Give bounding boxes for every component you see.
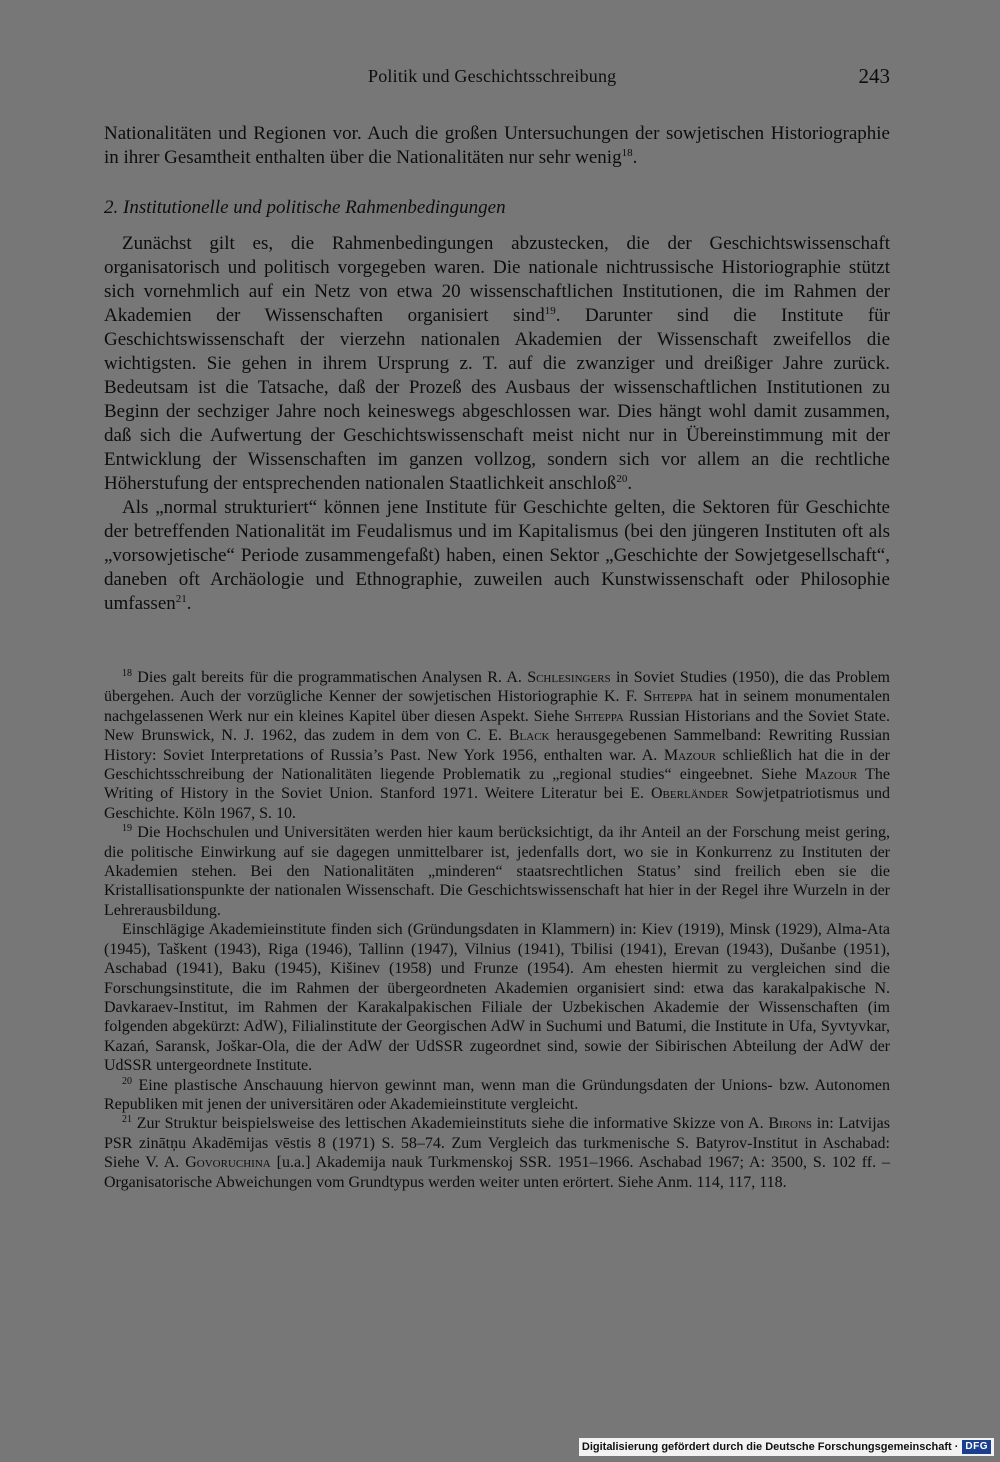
footnote-18 [104, 668, 890, 823]
footnote-21 [104, 1114, 890, 1192]
author-name: Mazour [663, 746, 716, 764]
author-name: Black [508, 727, 550, 745]
text-run: Zur Struktur beispielsweise des lettischen Akademieinstituts siehe die informative Skizze von A. [132, 1115, 769, 1133]
paragraph [104, 496, 890, 616]
text-run: in: Latvijas PSR zinātņu Akadēmijas vēstis 8 (1971) S. 58–74. Zum Vergleich das turkmenische S. Batyrov-Institut in Aschabad: Siehe V. A. [104, 1115, 890, 1172]
author-name: Shteppa [574, 707, 624, 725]
author-name: Shteppa [643, 688, 693, 706]
running-title: Politik und Geschichtsschreibung [368, 66, 617, 86]
text-run: Sowjetpatriotismus und Geschichte. Köln 1967, S. 10. [104, 785, 890, 822]
digitization-credit [579, 1438, 994, 1456]
footnote-ref-20: 20 [616, 473, 628, 485]
dfg-logo-icon: DFG [962, 1440, 991, 1454]
text-run: [u.a.] Akademija nauk Turkmenskoj SSR. 1951–1966. Aschabad 1967; A: 3500, S. 102 ff. – Organisatorische Abweichungen vom Grundtypus werden weiter unten erörtert. Siehe Anm. 114, 117, 118. [104, 1154, 890, 1191]
author-name: Govoruchina [185, 1154, 271, 1172]
text-run: . [632, 147, 638, 168]
paragraph [104, 232, 890, 496]
footnote-19-continued: Einschlägige Akademieinstitute finden sich (Gründungsdaten in Klammern) in: Kiev (1919), Minsk (1929), Alma-Ata (1945), Taškent (1943), Riga (1946), Tallinn (1947), Vilnius (1941), Tbilisi (1941), Erevan (1943), Dušanbe (1951), Aschabad (1941), Baku (1945), Kišinev (1958) und Frunze (1954). Am ehesten hiermit zu vergleichen sind die Forschungsinstitute, die im Rahmen der übergeordneten Akademien organisiert sind: etwa das karakalpakische N. Davkaraev-Institut, im Rahmen der Karakalpakischen Filiale der Uzbekischen Akademie der Wissenschaften (im folgenden abgekürzt: AdW), Filialinstitute der Georgischen AdW in Suchumi und Batumi, die Institute in Ufa, Syvtyvkar, Kazań, Saransk, Joškar-Ola, die der AdW der UdSSR zugeordnet sind, sowie der Sibirischen Abteilung der AdW der UdSSR untergeordnete Institute. [104, 921, 890, 1075]
author-name: Oberländer [651, 785, 729, 803]
running-head [104, 64, 890, 94]
text-run: . [627, 473, 633, 494]
footnote-ref-18: 18 [621, 147, 633, 159]
text-run: hat in seinem monumentalen nachgelassenen Werk nur ein kleines Kapitel über diesen Aspekt. Siehe [104, 688, 890, 725]
text-run: . Darunter sind die Institute für Geschichtswissenschaft der vierzehn nationalen Akademien der Wissenschaft zweifellos die wichtigsten. Sie gehen in ihrem Ursprung z. T. auf die zwanziger und dreißiger Jahre zurück. Bedeutsam ist die Tatsache, daß der Prozeß des Ausbaus der wissenschaftlichen Institutionen zu Beginn der sechziger Jahre noch keineswegs abgeschlossen war. Dies hängt wohl damit zusammen, daß sich die Aufwertung der Geschichtswissenschaft meist nicht nur in Übereinstimmung mit der Entwicklung der Wissenschaften im ganzen vollzog, sondern sich vor allem an die rechtliche Höherstufung der entsprechenden nationalen Staatlichkeit anschloß [104, 305, 890, 494]
author-name: Mazour [805, 766, 858, 784]
footnote-number: 21 [122, 1114, 132, 1126]
text-run: The Writing of History in the Soviet Union. Stanford 1971. Weitere Literatur bei E. [104, 766, 891, 803]
text-run: herausgegebenen Sammelband: Rewriting Russian History: Soviet Interpretations of Russia’s Past. New York 1956, enthalten war. A. [104, 727, 891, 764]
text-run: Dies galt bereits für die programmatischen Analysen R. A. [132, 669, 528, 686]
footnotes [104, 668, 890, 1192]
text-run: Nationalitäten und Regionen vor. Auch die großen Untersuchungen der sowjetischen Historiographie in ihrer Gesamtheit enthalten über die Nationalitäten nur sehr wenig [104, 123, 890, 168]
text-run: schließlich hat die in der Geschichtsschreibung der Nationalitäten liegende Problematik zu „regional studies“ eingeebnet. Siehe [104, 746, 890, 784]
text-run: Eine plastische Anschauung hiervon gewinnt man, wenn man die Gründungsdaten der Unions- bzw. Autonomen Republiken mit jenen der universitären oder Akademieinstitute vergleicht. [104, 1076, 890, 1113]
footnote-number: 20 [122, 1075, 132, 1087]
paragraph [104, 122, 890, 170]
page-number: 243 [858, 64, 890, 88]
text-run: . [186, 593, 192, 614]
text-run: Zunächst gilt es, die Rahmenbedingungen abzustecken, die der Geschichtswissenschaft organisatorisch und politisch vorgegeben waren. Die nationale nichtrussische Historiographie stützt sich vornehmlich auf ein Netz von etwa 20 wissenschaftlichen Institutionen, die im Rahmen der Akademien der Wissenschaften organisiert sind [104, 233, 890, 326]
author-name: Schlesingers [527, 669, 611, 686]
footnote-ref-21: 21 [175, 593, 187, 605]
text-run: Russian Historians and the Soviet State. New Brunswick, N. J. 1962, das zudem in dem von C. E. [104, 707, 890, 745]
footnote-number: 18 [122, 668, 132, 679]
footnote-number: 19 [122, 823, 132, 835]
text-run: Die Hochschulen und Universitäten werden hier kaum berücksichtigt, da ihr Anteil an der Forschung meist gering, die politische Einwirkung auf sie dagegen unmittelbarer ist, jedenfalls dort, wo sie in Konkurrenz zu Instituten der Akademien stehen. Bei den Nationalitäten „minderen“ staatsrechtlichen Status’ sind freilich eben sie die Kristallisationspunkte der nationalen Wissenschaft. Die Geschichtswissenschaft hat hier in der Regel ihre Wurzeln in der Lehrerausbildung. [104, 824, 890, 919]
footnote-19 [104, 823, 890, 920]
text-run: in Soviet Studies (1950), die das Problem übergehen. Auch der vorzügliche Kenner der sowjetischen Historiographie K. F. [104, 669, 890, 706]
main-text [104, 122, 890, 616]
footnote-ref-19: 19 [544, 305, 556, 317]
author-name: Birons [768, 1115, 813, 1133]
digitization-note: Digitalisierung gefördert durch die Deutsche Forschungsgemeinschaft · [581, 1441, 959, 1453]
text-run: Als „normal strukturiert“ können jene Institute für Geschichte gelten, die Sektoren für Geschichte der betreffenden Nationalität im Feudalismus und im Kapitalismus (bei den jüngeren Instituten oft als „vorsowjetische“ Periode zusammengefaßt) haben, einen Sektor „Geschichte der Sowjetgesellschaft“, daneben oft Archäologie und Ethnographie, zuweilen auch Kunstwissenschaft oder Philosophie umfassen [104, 497, 890, 614]
section-heading: 2. Institutionelle und politische Rahmenbedingungen [104, 197, 506, 218]
footnote-20 [104, 1076, 890, 1115]
